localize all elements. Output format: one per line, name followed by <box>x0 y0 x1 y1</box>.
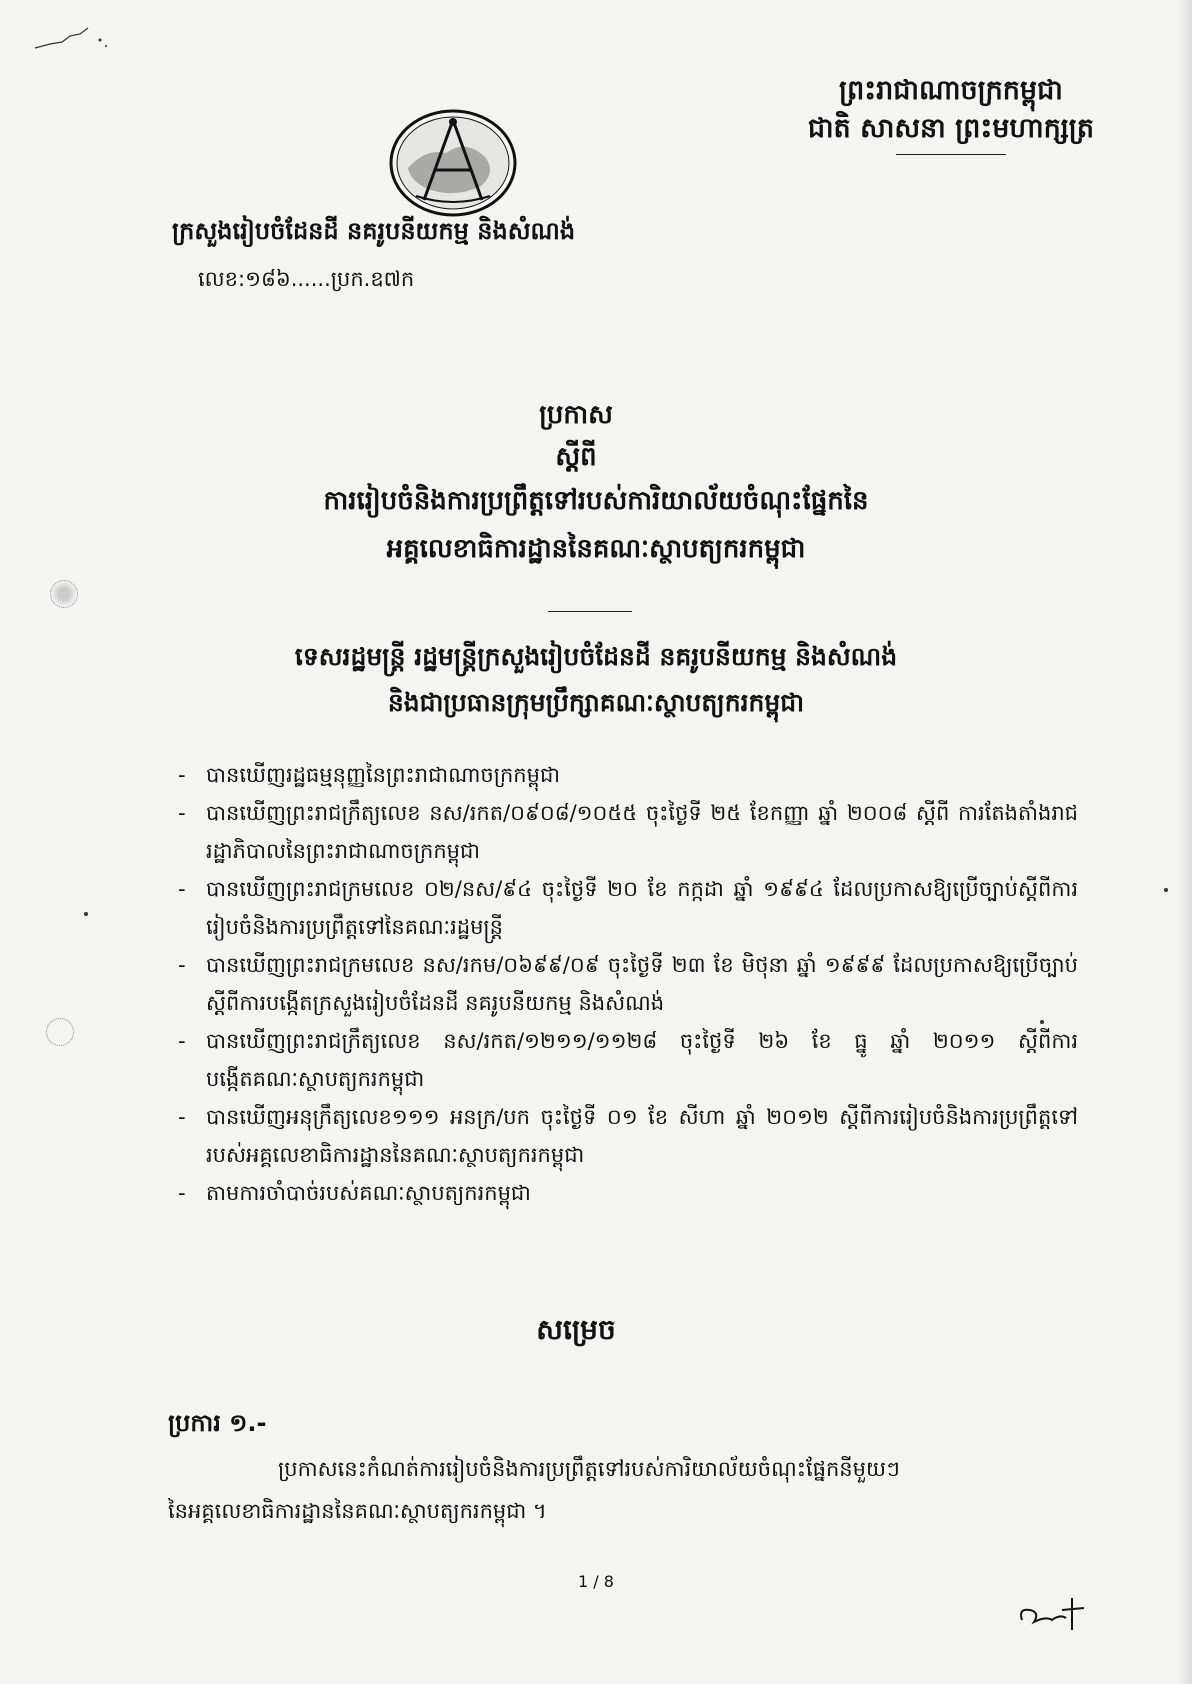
title-divider <box>548 611 632 612</box>
document-title-line2: អគ្គលេខាធិការដ្ឋាននៃគណៈស្ថាបត្យករកម្ពុជា <box>386 534 806 564</box>
kingdom-name: ព្រះរាជាណាចក្រកម្ពុជា <box>839 75 1063 106</box>
ministry-emblem <box>386 108 520 218</box>
recital-item: - បានឃើញព្រះរាជក្រមលេខ ០២/នស/៩៤ ចុះថ្ងៃទី ២០ ខែ កក្កដា ឆ្នាំ ១៩៩៤ ដែលប្រកាសឱ្យប្រើច្បាប់ស្ដីពីការរៀបចំនិងការប្រព្រឹត្តទៅនៃគណៈរដ្ឋមន្ត្រី <box>178 877 1078 939</box>
decision-heading: សម្រេច <box>536 1313 616 1346</box>
document-type: ប្រកាស <box>539 400 613 430</box>
recital-item: - បានឃើញរដ្ឋធម្មនុញ្ញនៃព្រះរាជាណាចក្រកម្ពុជា <box>178 763 560 787</box>
recitals-list <box>178 756 1078 1212</box>
speck <box>1040 1020 1044 1024</box>
article-1-heading: ប្រការ ១.- <box>168 1409 267 1437</box>
kingdom-heading <box>808 72 1094 155</box>
recital-item: - បានឃើញព្រះរាជក្រមលេខ នស/រកម/០៦៩៩/០៩ ចុះថ្ងៃទី ២៣ ខែ មិថុនា ឆ្នាំ ១៩៩៩ ដែលប្រកាសឱ្យប្រើច្បាប់ស្ដីពីការបង្កើតក្រសួងរៀបចំដែនដី នគរូបនីយកម្ម និងសំណង់ <box>178 953 1078 1015</box>
issuing-authority-line2: និងជាប្រធានក្រុមប្រឹក្សាគណៈស្ថាបត្យករកម្ពុជា <box>387 688 805 717</box>
recital-item: - បានឃើញព្រះរាជក្រឹត្យលេខ នស/រកត/១២១១/១១២៨ ចុះថ្ងៃទី ២៦ ខែ ធ្នូ ឆ្នាំ ២០១១ ស្ដីពីការបង្កើតគណៈស្ថាបត្យករកម្ពុជា <box>178 1029 1078 1091</box>
recital-item: - បានឃើញអនុក្រឹត្យលេខ១១១ អនក្រ/បក ចុះថ្ងៃទី ០១ ខែ សីហា ឆ្នាំ ២០១២ ស្ដីពីការរៀបចំនិងការប្រព្រឹត្តទៅរបស់អគ្គលេខាធិការដ្ឋាននៃគណៈស្ថាបត្យករកម្ពុជា <box>178 1105 1078 1167</box>
punch-hole-mark <box>50 580 78 608</box>
page-number: 1 / 8 <box>578 1572 614 1591</box>
article-1-body-line1: ប្រកាសនេះកំណត់ការរៀបចំនិងការប្រព្រឹត្តទៅរបស់ការិយាល័យចំណុះផ្នែកនីមួយៗ <box>278 1457 900 1481</box>
initials-signature <box>1016 1590 1096 1636</box>
punch-hole-mark <box>46 1018 74 1046</box>
article-1-body-line2: នៃអគ្គលេខាធិការដ្ឋាននៃគណៈស្ថាបត្យករកម្ពុជា ។ <box>168 1499 547 1523</box>
margin-scribble <box>30 20 120 60</box>
national-motto: ជាតិ សាសនា ព្រះមហាក្សត្រ <box>807 113 1094 144</box>
document-title-line1: ការរៀបចំនិងការប្រព្រឹត្តទៅរបស់ការិយាល័យចំណុះផ្នែកនៃ <box>323 486 869 516</box>
ministry-name: ក្រសួងរៀបចំដែនដី នគរូបនីយកម្ម និងសំណង់ <box>172 217 576 245</box>
motto-ornament <box>896 154 1006 155</box>
speck <box>84 912 88 916</box>
title-on: ស្ដីពី <box>555 442 597 472</box>
recital-item: - តាមការចាំបាច់របស់គណៈស្ថាបត្យករកម្ពុជា <box>178 1181 531 1205</box>
reference-number: លេខ:១៨៦......ប្រក.ឧ៧ក <box>198 267 415 291</box>
scan-edge-shadow <box>1178 0 1192 1684</box>
speck <box>1164 888 1168 892</box>
recital-item: - បានឃើញព្រះរាជក្រឹត្យលេខ នស/រកត/០៩០៨/១០៥៥ ចុះថ្ងៃទី ២៥ ខែកញ្ញា ឆ្នាំ ២០០៨ ស្ដីពី ការតែងតាំងរាជរដ្ឋាភិបាលនៃព្រះរាជាណាចក្រកម្ពុជា <box>178 801 1078 863</box>
issuing-authority-line1: ទេសរដ្ឋមន្ត្រី រដ្ឋមន្ត្រីក្រសួងរៀបចំដែនដី នគរូបនីយកម្ម និងសំណង់ <box>294 642 898 671</box>
